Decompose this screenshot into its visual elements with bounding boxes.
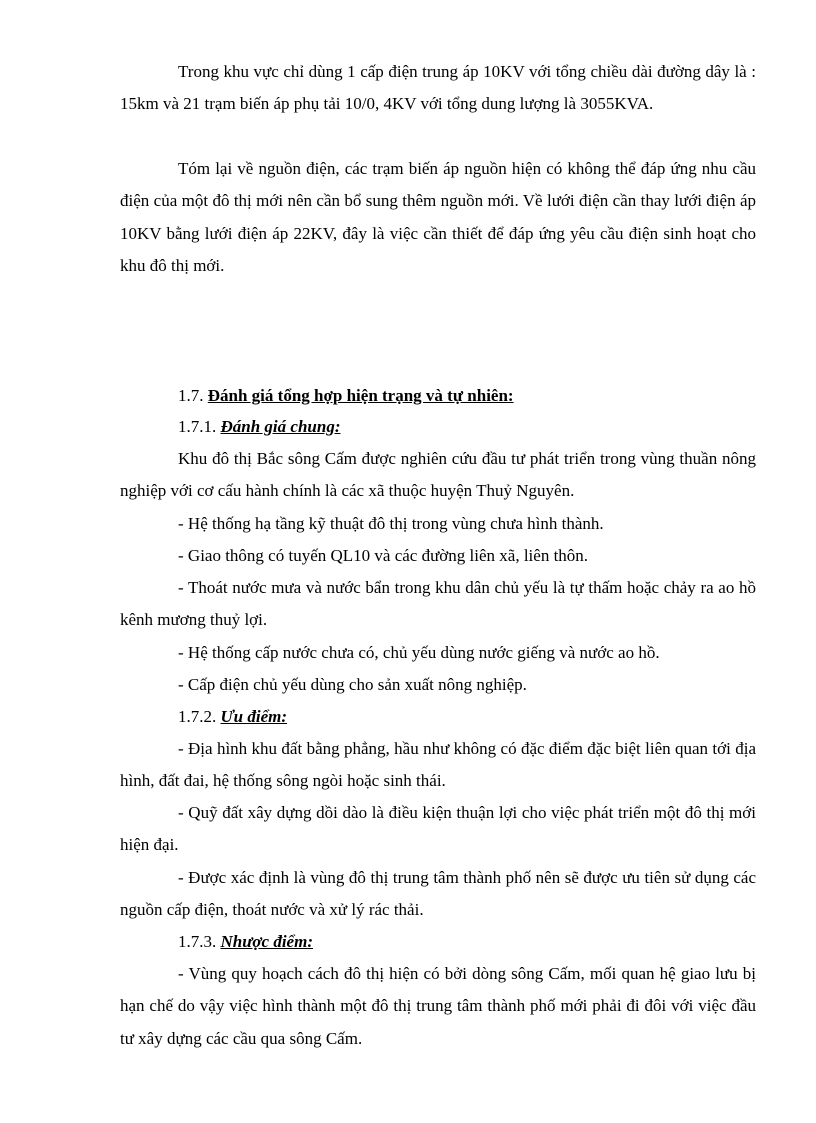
subsection-title: Ưu điểm: xyxy=(220,707,288,726)
list-item: - Cấp điện chủ yếu dùng cho sản xuất nông nghiệp. xyxy=(178,675,527,694)
subsection-number: 1.7.3. xyxy=(178,932,217,951)
list-item: - Vùng quy hoạch cách đô thị hiện có bởi dòng sông Cấm, mối quan hệ giao lưu bị hạn chế do vậy việc hình thành một đô thị trung tâm thành phố mới phải đi đôi với việc đầu tư xây dựng các cầu qua sông Cấm. xyxy=(120,964,756,1048)
paragraph-power-summary: Tóm lại về nguồn điện, các trạm biến áp nguồn hiện có không thể đáp ứng nhu cầu điện của một đô thị mới nên cần bổ sung thêm nguồn mới. Về lưới điện cần thay lưới điện áp 10KV bằng lưới điện áp 22KV, đây là việc cần thiết để đáp ứng yêu cầu điện sinh hoạt cho khu đô thị mới. xyxy=(120,159,756,275)
subsection-number: 1.7.1. xyxy=(178,417,217,436)
section-number: 1.7. xyxy=(178,386,204,405)
section-title: Đánh giá tổng hợp hiện trạng và tự nhiên: xyxy=(207,386,514,405)
subsection-title: Nhược điểm: xyxy=(220,932,313,951)
subsection-heading-2 xyxy=(178,701,287,733)
subsection-title: Đánh giá chung: xyxy=(220,417,341,436)
subsection-heading-3 xyxy=(178,926,313,958)
subsection-number: 1.7.2. xyxy=(178,707,217,726)
paragraph-power-grid: Trong khu vực chỉ dùng 1 cấp điện trung áp 10KV với tổng chiều dài đường dây là : 15km và 21 trạm biến áp phụ tải 10/0, 4KV với tổng dung lượng là 3055KVA. xyxy=(120,62,756,114)
list-item: - Thoát nước mưa và nước bẩn trong khu dân chủ yếu là tự thấm hoặc chảy ra ao hồ kênh mương thuỷ lợi. xyxy=(120,578,756,630)
list-item: - Được xác định là vùng đô thị trung tâm thành phố nên sẽ được ưu tiên sử dụng các nguồn cấp điện, thoát nước và xử lý rác thải. xyxy=(120,868,756,920)
list-item: - Quỹ đất xây dựng dồi dào là điều kiện thuận lợi cho việc phát triển một đô thị mới hiện đại. xyxy=(120,803,756,855)
list-item: - Giao thông có tuyến QL10 và các đường liên xã, liên thôn. xyxy=(178,546,589,565)
list-item: - Hệ thống cấp nước chưa có, chủ yếu dùng nước giếng và nước ao hồ. xyxy=(178,643,660,662)
subsection-heading-1 xyxy=(178,411,340,443)
section-heading xyxy=(178,380,514,412)
list-item: - Địa hình khu đất bằng phẳng, hầu như không có đặc điểm đặc biệt liên quan tới địa hình, đất đai, hệ thống sông ngòi hoặc sinh thái. xyxy=(120,739,756,791)
paragraph-general-intro: Khu đô thị Bắc sông Cấm được nghiên cứu đầu tư phát triển trong vùng thuần nông nghiệp với cơ cấu hành chính là các xã thuộc huyện Thuỷ Nguyên. xyxy=(120,449,756,501)
list-item: - Hệ thống hạ tầng kỹ thuật đô thị trong vùng chưa hình thành. xyxy=(178,514,604,533)
